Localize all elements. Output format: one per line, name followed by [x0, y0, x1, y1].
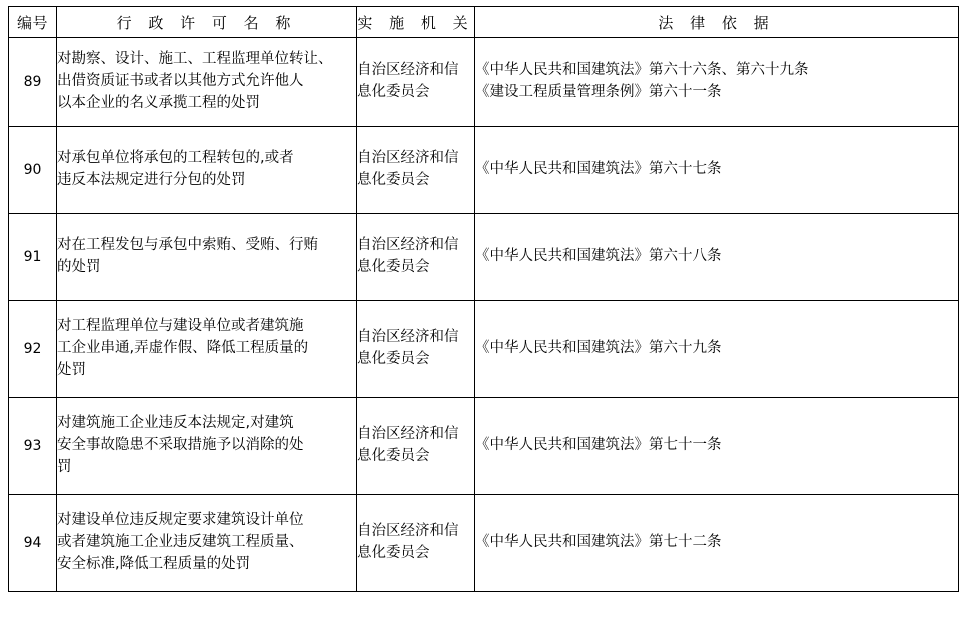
agency-line: 自治区经济和信 — [357, 523, 459, 540]
permit-name-line: 以本企业的名义承揽工程的处罚 — [57, 94, 260, 111]
table-row — [9, 301, 959, 398]
implementing-agency — [357, 301, 475, 398]
agency-line: 自治区经济和信 — [357, 150, 459, 167]
row-number: 93 — [9, 398, 57, 495]
legal-basis-line: 《中华人民共和国建筑法》第六十七条 — [475, 161, 722, 178]
legal-basis-line: 《中华人民共和国建筑法》第六十八条 — [475, 248, 722, 265]
agency-line: 息化委员会 — [357, 545, 430, 561]
legal-basis-line: 《中华人民共和国建筑法》第六十九条 — [475, 340, 722, 357]
implementing-agency — [357, 398, 475, 495]
table-row — [9, 127, 959, 214]
permit-name — [57, 127, 357, 214]
implementing-agency — [357, 495, 475, 592]
permit-name — [57, 38, 357, 127]
table-header — [9, 7, 959, 38]
permit-name-line: 对建筑施工企业违反本法规定,对建筑 — [57, 415, 294, 432]
agency-line: 息化委员会 — [357, 172, 430, 188]
agency-line: 自治区经济和信 — [357, 62, 459, 79]
permit-name — [57, 214, 357, 301]
agency-line: 息化委员会 — [357, 84, 430, 100]
table-body — [9, 38, 959, 592]
legal-basis-line: 《中华人民共和国建筑法》第七十二条 — [475, 534, 722, 551]
implementing-agency — [357, 38, 475, 127]
permit-name-line: 或者建筑施工企业违反建筑工程质量、 — [57, 534, 304, 551]
permit-name-line: 出借资质证书或者以其他方式允许他人 — [57, 73, 304, 90]
row-number: 89 — [9, 38, 57, 127]
administrative-permit-table — [8, 6, 959, 592]
permit-name-line: 对勘察、设计、施工、工程监理单位转让、 — [57, 51, 333, 68]
column-header-no: 编号 — [9, 7, 57, 38]
legal-basis-line: 《中华人民共和国建筑法》第六十六条、第六十九条 — [475, 62, 809, 79]
permit-name — [57, 495, 357, 592]
agency-line: 息化委员会 — [357, 448, 430, 464]
agency-line: 自治区经济和信 — [357, 426, 459, 443]
column-header-org: 实 施 机 关 — [357, 7, 475, 38]
legal-basis — [475, 214, 959, 301]
permit-name-line: 对承包单位将承包的工程转包的,或者 — [57, 150, 294, 167]
permit-name-line: 处罚 — [57, 361, 86, 378]
agency-line: 自治区经济和信 — [357, 329, 459, 346]
legal-basis — [475, 398, 959, 495]
agency-line: 息化委员会 — [357, 259, 430, 275]
legal-basis-line: 《建设工程质量管理条例》第六十一条 — [475, 84, 722, 100]
column-header-name: 行 政 许 可 名 称 — [57, 7, 357, 38]
table-row — [9, 214, 959, 301]
column-header-law: 法 律 依 据 — [475, 7, 959, 38]
table-row — [9, 398, 959, 495]
agency-line: 息化委员会 — [357, 351, 430, 367]
permit-name — [57, 398, 357, 495]
agency-line: 自治区经济和信 — [357, 237, 459, 254]
row-number: 94 — [9, 495, 57, 592]
permit-name-line: 对工程监理单位与建设单位或者建筑施 — [57, 318, 304, 335]
permit-name-line: 安全事故隐患不采取措施予以消除的处 — [57, 437, 304, 454]
legal-basis — [475, 301, 959, 398]
row-number: 91 — [9, 214, 57, 301]
row-number: 90 — [9, 127, 57, 214]
implementing-agency — [357, 127, 475, 214]
permit-name-line: 的处罚 — [57, 259, 101, 275]
table-header-row — [9, 7, 959, 38]
permit-name-line: 工企业串通,弄虚作假、降低工程质量的 — [57, 340, 309, 357]
table-row — [9, 495, 959, 592]
permit-name-line: 安全标准,降低工程质量的处罚 — [57, 555, 251, 572]
permit-name-line: 罚 — [57, 458, 72, 475]
legal-basis — [475, 495, 959, 592]
permit-name-line: 对建设单位违反规定要求建筑设计单位 — [57, 512, 304, 529]
legal-basis — [475, 38, 959, 127]
legal-basis — [475, 127, 959, 214]
permit-name-line: 对在工程发包与承包中索贿、受贿、行贿 — [57, 237, 318, 254]
implementing-agency — [357, 214, 475, 301]
row-number: 92 — [9, 301, 57, 398]
legal-basis-line: 《中华人民共和国建筑法》第七十一条 — [475, 437, 722, 454]
permit-name-line: 违反本法规定进行分包的处罚 — [57, 172, 246, 188]
table-row — [9, 38, 959, 127]
permit-name — [57, 301, 357, 398]
